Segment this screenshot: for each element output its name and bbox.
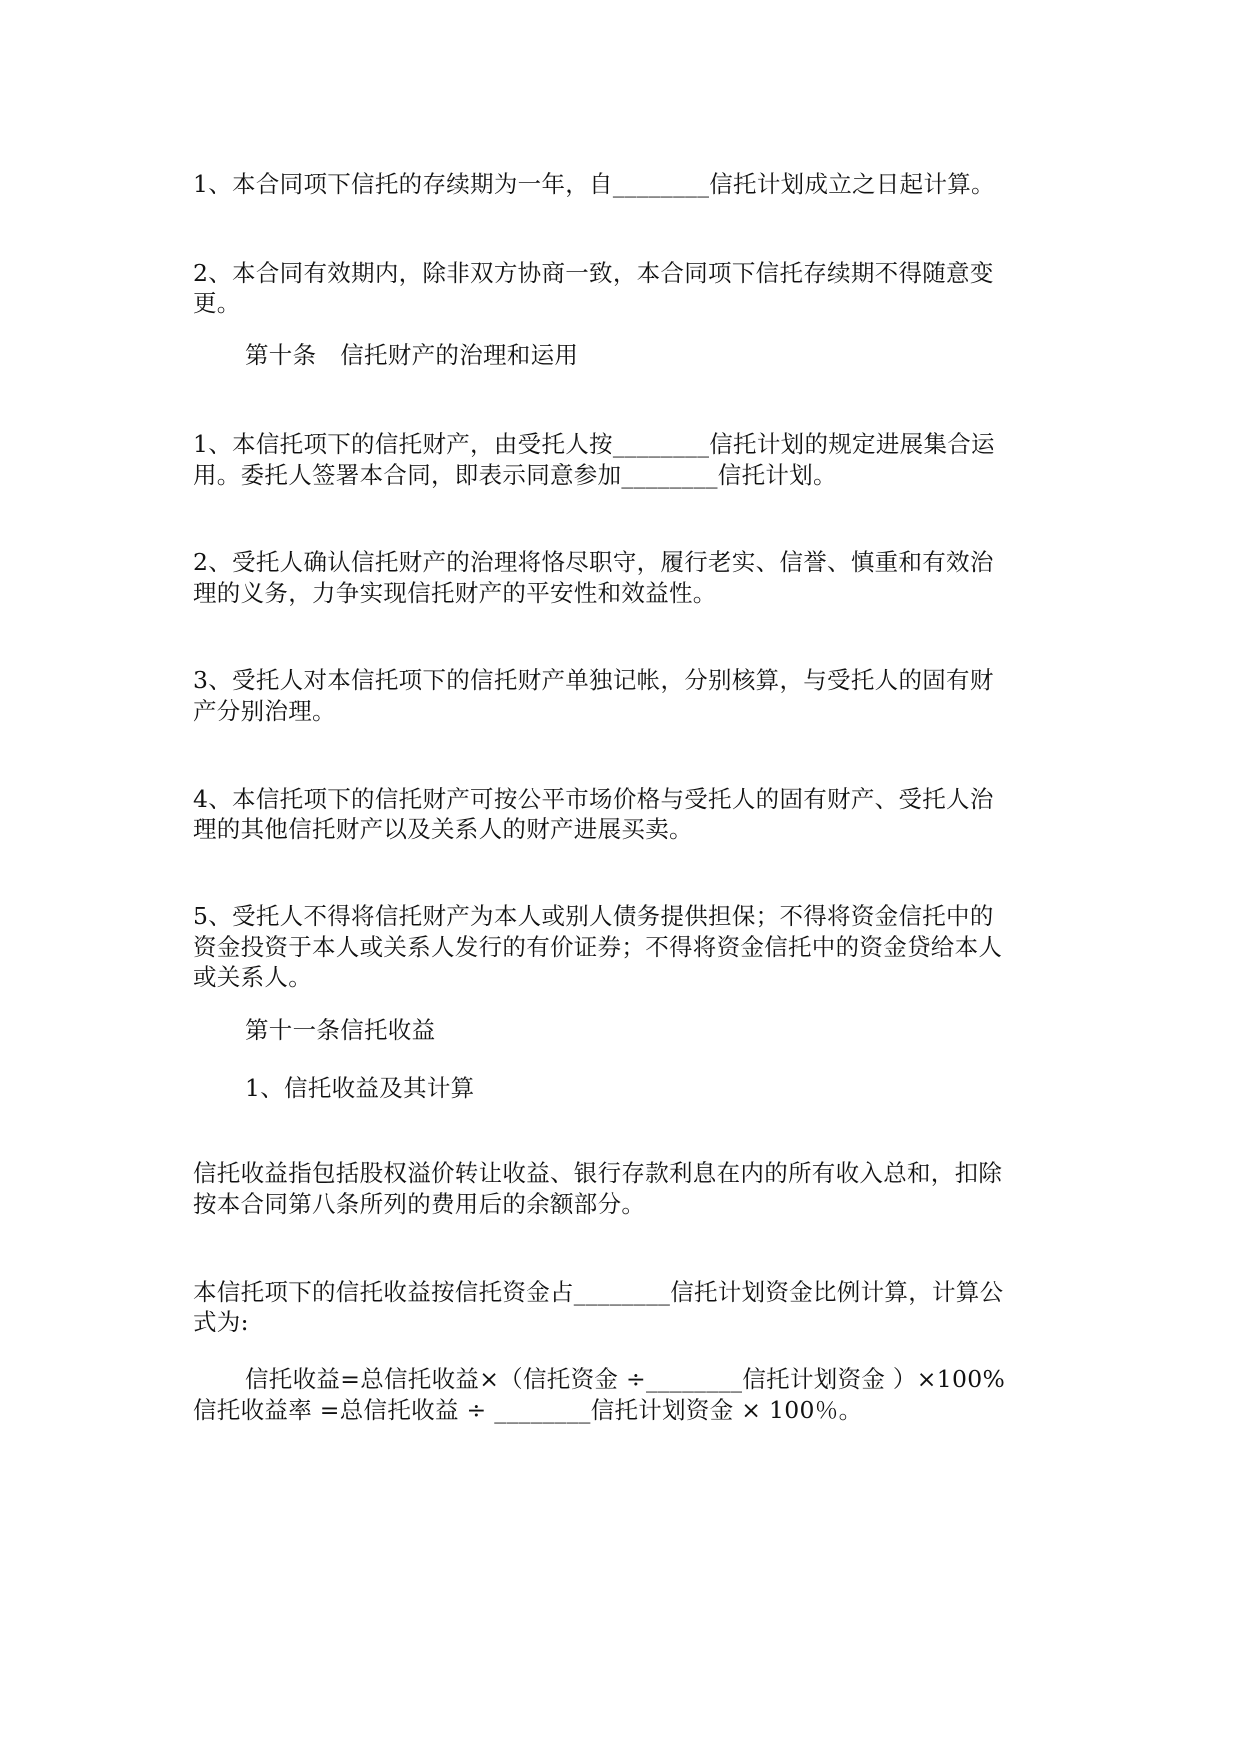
subsection-heading: 1、信托收益及其计算 xyxy=(245,1074,475,1102)
section-heading: 第十条 信托财产的治理和运用 xyxy=(245,341,579,369)
paragraph-line: 产分别治理。 xyxy=(193,697,336,725)
paragraph-line: 理的义务，力争实现信托财产的平安性和效益性。 xyxy=(193,579,717,607)
paragraph-line: 资金投资于本人或关系人发行的有价证券；不得将资金信托中的资金贷给本人 xyxy=(193,933,1003,961)
paragraph-line: 2、本合同有效期内，除非双方协商一致，本合同项下信托存续期不得随意变 xyxy=(193,259,994,287)
paragraph-line: 按本合同第八条所列的费用后的余额部分。 xyxy=(193,1190,646,1218)
paragraph-line: 式为: xyxy=(193,1308,249,1336)
paragraph-line: 理的其他信托财产以及关系人的财产进展买卖。 xyxy=(193,815,693,843)
paragraph-line: 1、本合同项下信托的存续期为一年，自________信托计划成立之日起计算。 xyxy=(193,170,995,198)
section-heading: 第十一条信托收益 xyxy=(245,1016,436,1044)
paragraph-line: 用。委托人签署本合同，即表示同意参加________信托计划。 xyxy=(193,461,837,489)
paragraph-line: 5、受托人不得将信托财产为本人或别人债务提供担保；不得将资金信托中的 xyxy=(193,902,994,930)
paragraph-line: 4、本信托项下的信托财产可按公平市场价格与受托人的固有财产、受托人治 xyxy=(193,785,994,813)
paragraph-line: 信托收益指包括股权溢价转让收益、银行存款利息在内的所有收入总和，扣除 xyxy=(193,1159,1003,1187)
paragraph-line: 2、受托人确认信托财产的治理将恪尽职守，履行老实、信誉、慎重和有效治 xyxy=(193,548,994,576)
formula-line: 信托收益率 =总信托收益 ÷ ________信托计划资金 × 100％。 xyxy=(193,1396,863,1424)
paragraph-line: 本信托项下的信托收益按信托资金占________信托计划资金比例计算，计算公 xyxy=(193,1278,1004,1306)
paragraph-line: 更。 xyxy=(193,289,241,317)
paragraph-line: 或关系人。 xyxy=(193,963,312,991)
paragraph-line: 1、本信托项下的信托财产，由受托人按________信托计划的规定进展集合运 xyxy=(193,430,995,458)
formula-line: 信托收益=总信托收益×（信托资金 ÷________信托计划资金 ）×100% xyxy=(245,1365,1006,1393)
paragraph-line: 3、受托人对本信托项下的信托财产单独记帐，分别核算，与受托人的固有财 xyxy=(193,666,994,694)
